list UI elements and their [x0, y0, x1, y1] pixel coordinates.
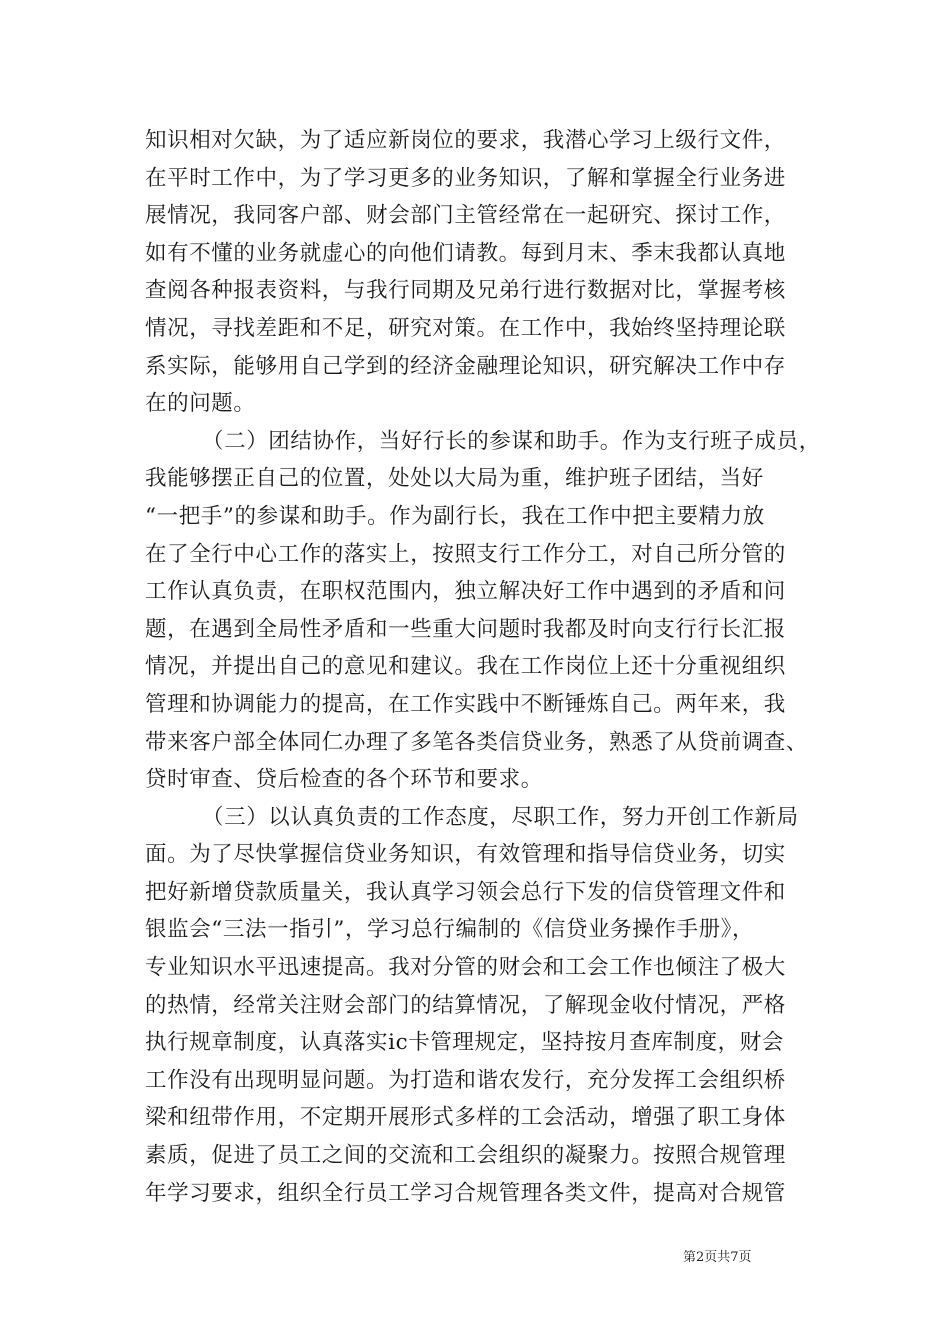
text-line: 如有不懂的业务就虚心的向他们请教。每到月末、季末我都认真地 [145, 240, 786, 266]
text-line: 查阅各种报表资料，与我行同期及兄弟行进行数据对比，掌握考核 [145, 278, 786, 304]
text-line: 展情况，我同客户部、财会部门主管经常在一起研究、探讨工作， [145, 203, 786, 229]
text-line: 管理和协调能力的提高，在工作实践中不断锤炼自己。两年来，我 [145, 691, 786, 717]
text-line: 题，在遇到全局性矛盾和一些重大问题时我都及时向支行行长汇报 [145, 616, 786, 642]
text-line: 工作认真负责，在职权范围内，独立解决好工作中遇到的矛盾和问 [145, 579, 786, 605]
text-line: 带来客户部全体同仁办理了多笔各类信贷业务，熟悉了从贷前调查、 [145, 729, 809, 755]
section-heading-line: （二）团结协作，当好行长的参谋和助手。作为支行班子成员， [202, 428, 821, 454]
text-line: 我能够摆正自己的位置，处处以大局为重，维护班子团结，当好 [145, 466, 764, 492]
text-line: 在的问题。 [145, 391, 256, 417]
text-line: 把好新增贷款质量关，我认真学习领会总行下发的信贷管理文件和 [145, 879, 786, 905]
text-line: 素质，促进了员工之间的交流和工会组织的凝聚力。按照合规管理 [145, 1143, 786, 1169]
body-text [145, 122, 835, 1212]
text-line: 年学习要求，组织全行员工学习合规管理各类文件，提高对合规管 [145, 1180, 786, 1206]
text-line: 情况，并提出自己的意见和建议。我在工作岗位上还十分重视组织 [145, 654, 786, 680]
text-line: 情况，寻找差距和不足，研究对策。在工作中，我始终坚持理论联 [145, 315, 786, 341]
text-line: 在了全行中心工作的落实上，按照支行工作分工，对自己所分管的 [145, 541, 786, 567]
text-line: 工作没有出现明显问题。为打造和谐农发行，充分发挥工会组织桥 [145, 1067, 786, 1093]
text-line: 银监会“三法一指引”，学习总行编制的《信贷业务操作手册》， [145, 917, 755, 943]
text-line: 贷时审查、贷后检查的各个环节和要求。 [145, 767, 543, 793]
text-line: 的热情，经常关注财会部门的结算情况，了解现金收付情况，严格 [145, 992, 786, 1018]
text-line: 执行规章制度，认真落实ic卡管理规定，坚持按月查库制度，财会 [145, 1030, 784, 1056]
text-line: 在平时工作中，为了学习更多的业务知识，了解和掌握全行业务进 [145, 165, 786, 191]
text-line: “一把手”的参谋和助手。作为副行长，我在工作中把主要精力放 [145, 503, 765, 529]
text-line: 面。为了尽快掌握信贷业务知识，有效管理和指导信贷业务，切实 [145, 842, 786, 868]
text-line: 知识相对欠缺，为了适应新岗位的要求，我潜心学习上级行文件， [145, 128, 786, 153]
page-number-footer: 第2页共7页 [683, 1250, 752, 1265]
text-line: 梁和纽带作用，不定期开展形式多样的工会活动，增强了职工身体 [145, 1105, 786, 1131]
text-line: 系实际，能够用自己学到的经济金融理论知识，研究解决工作中存 [145, 353, 786, 379]
section-heading-line: （三）以认真负责的工作态度，尽职工作，努力开创工作新局 [202, 804, 799, 830]
text-line: 专业知识水平迅速提高。我对分管的财会和工会工作也倾注了极大 [145, 955, 786, 981]
